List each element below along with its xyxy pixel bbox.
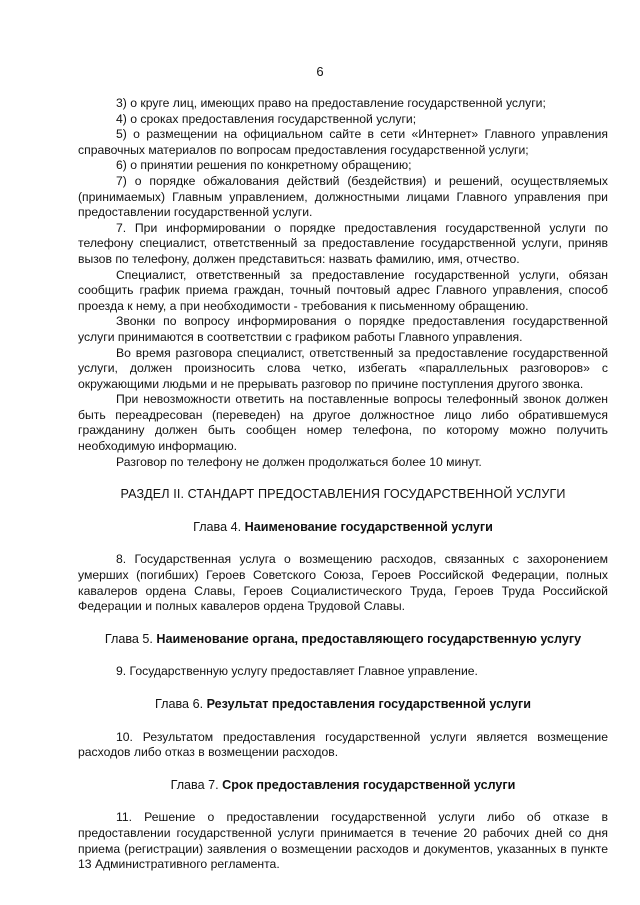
chapter-heading-6 [78,697,608,713]
chapter-prefix: Глава 4. [193,519,245,534]
chapter-text-4: 8. Государственная услуга о возмещению расходов, связанных с захоронением умерших (погибших) Героев Советского Союза, Героев Российской Федерации, полных кавалеров ордена Славы, Героев Социалистического Труда, Героев Труда Российской Федерации и полных кавалеров ордена Трудовой Славы. [78,552,608,614]
chapter-heading-5 [78,632,608,648]
chapter-prefix: Глава 7. [170,777,223,792]
paragraph-specialist: Специалист, ответственный за предоставление государственной услуги, обязан сообщить график приема граждан, точный почтовый адрес Главного управления, способ проезда к нему, а при необходимости - требования к письменному обращению. [78,267,608,313]
chapter-title: Срок предоставления государственной услуги [222,777,516,792]
page-number: 6 [316,64,324,79]
section-title: РАЗДЕЛ II. СТАНДАРТ ПРЕДОСТАВЛЕНИЯ ГОСУДАРСТВЕННОЙ УСЛУГИ [120,487,566,502]
chapter-heading-7 [78,778,608,794]
paragraph-clause-7: 7. При информировании о порядке предоставления государственной услуги по телефону специалист, ответственный за предоставление государственной услуги, приняв вызов по телефону, должен представиться: назвать фамилию, имя, отчество. [78,220,608,266]
paragraph-item-6: 6) о принятии решения по конкретному обращению; [116,158,412,173]
paragraph-item-3: 3) о круге лиц, имеющих право на предоставление государственной услуги; [116,96,546,110]
chapter-prefix: Глава 6. [155,697,207,711]
paragraph-item-4: 4) о сроках предоставления государственной услуги; [116,111,417,126]
chapter-text-5: 9. Государственную услугу предоставляет Главное управление. [116,664,478,679]
chapter-title: Наименование государственной услуги [244,519,493,534]
paragraph-conversation: Во время разговора специалист, ответственный за предоставление государственной услуги, должен произносить слова четко, избегать «параллельных разговоров» с окружающими людьми и не прерывать разговор по причине поступления другого звонка. [78,345,608,391]
paragraph-redirect: При невозможности ответить на поставленные вопросы телефонный звонок должен быть переадресован (переведен) на другое должностное лицо либо обратившемуся гражданину должен быть сообщен номер телефона, по которому можно получить необходимую информацию. [78,392,608,454]
chapter-heading-4 [78,520,608,536]
chapter-title: Наименование органа, предоставляющего государственную услугу [156,631,582,646]
chapter-prefix: Глава 5. [104,631,157,646]
paragraph-item-7: 7) о порядке обжалования действий (бездействия) и решений, осуществляемых (принимаемых) Главным управлением, должностными лицами Главного управления при предоставлении государственной услуги. [78,173,608,220]
paragraph-duration: Разговор по телефону не должен продолжаться более 10 минут. [116,454,482,469]
paragraph-calls: Звонки по вопросу информирования о порядке предоставления государственной услуги принимаются в соответствии с графиком работы Главного управления. [78,314,608,344]
chapter-text-6: 10. Результатом предоставления государственной услуги является возмещение расходов либо отказ в возмещении расходов. [78,729,608,760]
chapter-text-7: 11. Решение о предоставлении государственной услуги либо об отказе в предоставлении государственной услуги принимается в течение 20 рабочих дней со дня приема (регистрации) заявления о возмещении расходов и документов, указанных в пункте 13 Административного регламента. [78,810,608,872]
paragraph-item-5: 5) о размещении на официальном сайте в сети «Интернет» Главного управления справочных материалов по вопросам предоставления государственной услуги; [78,127,608,157]
chapter-title: Результат предоставления государственной услуги [206,697,531,711]
page-content [78,96,608,873]
